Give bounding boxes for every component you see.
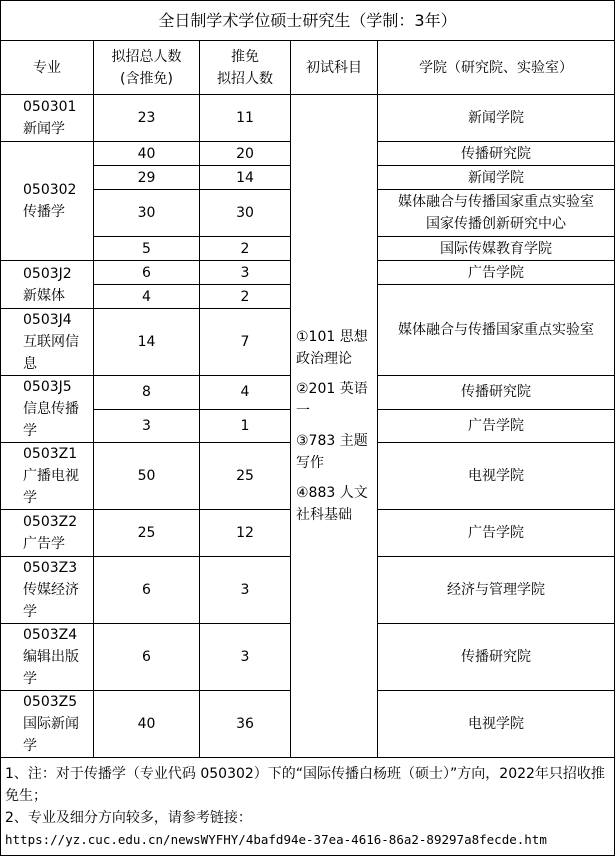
- major-code: 0503Z4: [23, 627, 78, 643]
- header-total-line1: 拟招总人数: [111, 48, 182, 65]
- exempt-enrollment: 3: [200, 624, 291, 691]
- exempt-enrollment: 36: [200, 691, 291, 758]
- major-code: 0503J4: [23, 312, 72, 328]
- school-cell: 广告学院: [378, 261, 615, 285]
- major-code: 050301: [23, 99, 77, 115]
- notes-cell: [1, 758, 615, 856]
- total-enrollment: 40: [94, 142, 200, 166]
- exempt-enrollment: 20: [200, 142, 291, 166]
- major-cell: [1, 557, 94, 624]
- header-exempt-line2: 拟招人数: [217, 70, 273, 87]
- total-enrollment: 4: [94, 285, 200, 309]
- school-cell: 传播研究院: [378, 142, 615, 166]
- major-code: 0503Z3: [23, 560, 78, 576]
- exempt-enrollment: 12: [200, 510, 291, 557]
- school-cell: 媒体融合与传播国家重点实验室: [378, 285, 615, 376]
- table-title: 全日制学术学位硕士研究生（学制：3年）: [1, 1, 615, 41]
- school-cell: 国际传媒教育学院: [378, 237, 615, 261]
- table-row: [1, 95, 615, 142]
- major-name: 新闻学: [23, 121, 65, 137]
- major-code: 0503Z1: [23, 446, 78, 462]
- major-name: 传播学: [23, 204, 65, 220]
- exempt-enrollment: 30: [200, 190, 291, 237]
- major-cell: [1, 95, 94, 142]
- school-cell: 电视学院: [378, 443, 615, 510]
- major-name: 新媒体: [23, 287, 65, 304]
- major-cell: [1, 261, 94, 309]
- header-exempt-line1: 推免: [231, 48, 259, 65]
- total-enrollment: 3: [94, 409, 200, 443]
- major-name: 国际新闻学: [23, 716, 79, 754]
- exempt-enrollment: 3: [200, 557, 291, 624]
- exempt-enrollment: 3: [200, 261, 291, 285]
- major-cell: [1, 691, 94, 758]
- total-enrollment: 50: [94, 443, 200, 510]
- major-cell: [1, 142, 94, 261]
- exempt-enrollment: 25: [200, 443, 291, 510]
- note-reference: 2、专业及细分方向较多，请参考链接：: [5, 809, 252, 826]
- major-name: 传媒经济学: [23, 582, 79, 620]
- school-cell: 经济与管理学院: [378, 557, 615, 624]
- school-cell: 新闻学院: [378, 166, 615, 190]
- total-enrollment: 6: [94, 261, 200, 285]
- header-major: 专业: [1, 41, 94, 95]
- header-subjects: 初试科目: [291, 41, 378, 95]
- exam-subjects-cell: [291, 95, 378, 758]
- reference-link[interactable]: https://yz.cuc.edu.cn/newsWYFHY/4bafd94e-37ea-4616-86a2-89297a8fecde.htm: [5, 831, 547, 847]
- total-enrollment: 29: [94, 166, 200, 190]
- school-cell: 电视学院: [378, 691, 615, 758]
- school-cell: 传播研究院: [378, 624, 615, 691]
- exempt-enrollment: 1: [200, 409, 291, 443]
- exempt-enrollment: 4: [200, 376, 291, 410]
- major-code: 0503J2: [23, 265, 72, 282]
- major-cell: [1, 443, 94, 510]
- total-enrollment: 25: [94, 510, 200, 557]
- major-cell: [1, 624, 94, 691]
- major-code: 050302: [23, 182, 77, 198]
- school-cell: 媒体融合与传播国家重点实验室 国家传播创新研究中心: [378, 190, 615, 237]
- total-enrollment: 8: [94, 376, 200, 410]
- total-enrollment: 6: [94, 624, 200, 691]
- major-cell: [1, 510, 94, 557]
- major-code: 0503Z2: [23, 514, 78, 530]
- exam-subject: ④883 人文 社科基础: [296, 485, 368, 523]
- notes-row: [1, 758, 615, 856]
- major-code: 0503Z5: [23, 694, 78, 710]
- total-enrollment: 14: [94, 309, 200, 376]
- exempt-enrollment: 2: [200, 285, 291, 309]
- school-cell: 传播研究院: [378, 376, 615, 410]
- major-name: 广播电视学: [23, 468, 79, 506]
- major-name: 编辑出版学: [23, 649, 79, 687]
- exempt-enrollment: 11: [200, 95, 291, 142]
- total-enrollment: 30: [94, 190, 200, 237]
- major-name: 信息传播学: [23, 401, 79, 439]
- major-code: 0503J5: [23, 379, 72, 395]
- major-name: 广告学: [23, 536, 65, 552]
- exam-subject: ③783 主题 写作: [296, 433, 368, 471]
- exempt-enrollment: 14: [200, 166, 291, 190]
- header-exempt-enrollment: [200, 41, 291, 95]
- exam-subject: ①101 思想 政治理论: [296, 329, 368, 367]
- school-cell: 广告学院: [378, 409, 615, 443]
- major-name: 互联网信息: [23, 334, 79, 372]
- note-exempt-only: 1、注：对于传播学（专业代码 050302）下的“国际传播白杨班（硕士）”方向，2022年只招收推免生；: [5, 765, 605, 804]
- total-enrollment: 5: [94, 237, 200, 261]
- major-cell: [1, 309, 94, 376]
- school-cell: 广告学院: [378, 510, 615, 557]
- total-enrollment: 40: [94, 691, 200, 758]
- exam-subject: ②201 英语 一: [296, 381, 368, 419]
- header-school: 学院（研究院、实验室）: [378, 41, 615, 95]
- total-enrollment: 23: [94, 95, 200, 142]
- exempt-enrollment: 7: [200, 309, 291, 376]
- school-cell: 新闻学院: [378, 95, 615, 142]
- major-cell: [1, 376, 94, 443]
- header-total-enrollment: [94, 41, 200, 95]
- exempt-enrollment: 2: [200, 237, 291, 261]
- header-total-line2: (含推免): [120, 70, 173, 87]
- total-enrollment: 6: [94, 557, 200, 624]
